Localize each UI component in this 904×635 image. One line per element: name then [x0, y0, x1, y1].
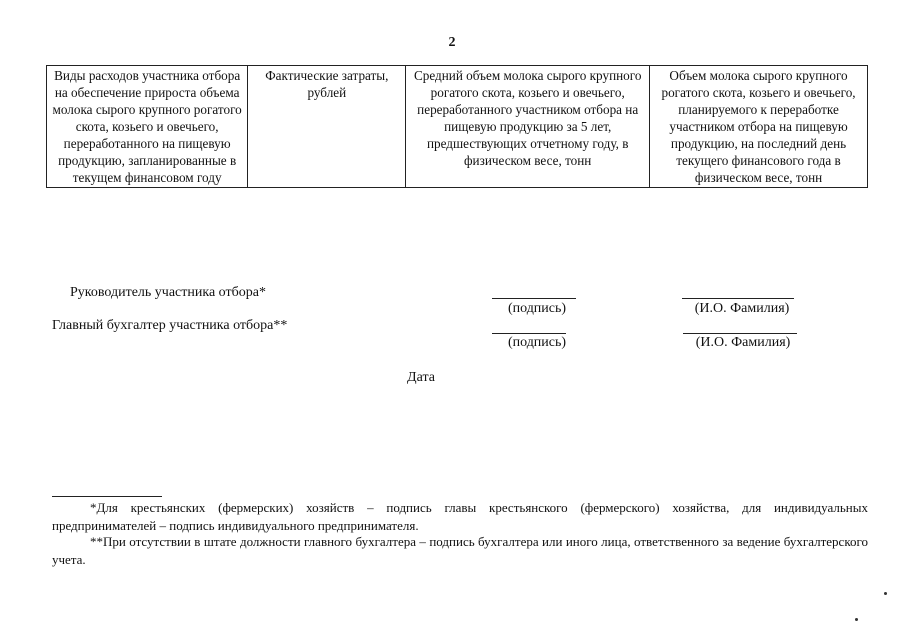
- footnote-rule: [52, 496, 162, 497]
- footnote-2: **При отсутствии в штате должности главного бухгалтера – подпись бухгалтера или иного лица, ответственного за ведение бухгалтерского учета.: [52, 534, 868, 567]
- header-average-volume: Средний объем молока сырого крупного рогатого скота, козьего и овечьего, переработанного участником отбора на пищевую продукцию за 5 лет, предшествующих отчетному году, в физическом весе, тонн: [406, 66, 650, 188]
- accountant-signature-line: [492, 333, 566, 334]
- table-header-row: [47, 66, 868, 188]
- accountant-signature-caption: (подпись): [507, 335, 567, 350]
- page-number: 2: [448, 35, 456, 50]
- header-expense-types: Виды расходов участника отбора на обеспечение прироста объема молока сырого крупного рогатого скота, козьего и овечьего, переработанного на пищевую продукцию, запланированные в текущем финансовом году: [47, 66, 248, 188]
- header-planned-volume: Объем молока сырого крупного рогатого скота, козьего и овечьего, планируемого к переработке участником отбора на пищевую продукцию, на последний день текущего финансового года в физическом весе, тонн: [650, 66, 868, 188]
- header-actual-costs: Фактические затраты, рублей: [248, 66, 406, 188]
- head-name-caption: (И.О. Фамилия): [694, 301, 790, 316]
- footnote-1: *Для крестьянских (фермерских) хозяйств – подпись главы крестьянского (фермерского) хозяйства, для индивидуальных предпринимателей – подпись индивидуального предпринимателя.: [52, 500, 868, 533]
- head-label: Руководитель участника отбора*: [70, 285, 266, 300]
- scan-speck: [884, 592, 887, 595]
- head-signature-caption: (подпись): [507, 301, 567, 316]
- head-name-line: [682, 298, 794, 299]
- head-signature-line: [492, 298, 576, 299]
- cost-table: [46, 65, 868, 188]
- scan-speck: [855, 618, 858, 621]
- accountant-name-line: [683, 333, 797, 334]
- accountant-label: Главный бухгалтер участника отбора**: [52, 318, 288, 333]
- date-label: Дата: [407, 370, 435, 385]
- accountant-name-caption: (И.О. Фамилия): [695, 335, 791, 350]
